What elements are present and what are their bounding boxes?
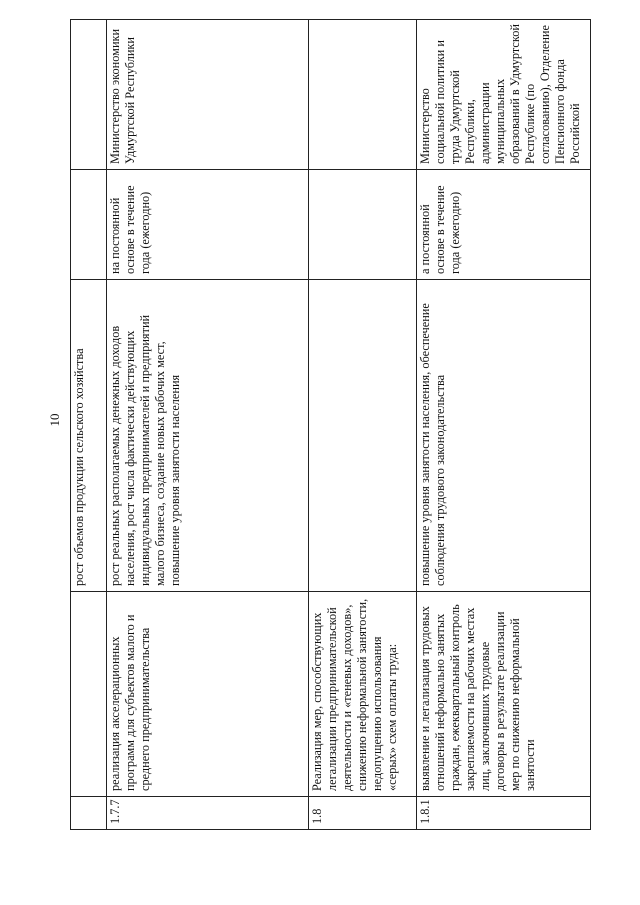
responsible	[309, 20, 417, 170]
expected-result: повышение уровня занятости населения, обеспечение соблюдения трудового законодательства	[417, 280, 591, 592]
measure-name: реализация акселерационных программ для субъектов малого и среднего предпринимательства	[107, 592, 309, 797]
expected-result	[309, 280, 417, 592]
responsible	[71, 20, 107, 170]
measure-name	[71, 592, 107, 797]
page-number: 10	[47, 413, 62, 427]
measure-name: Реализация мер, способствующих легализации предпринимательской деятельности и «теневых доходов», снижению неформальной занятости, недопущению использования «серых» схем оплаты труда:	[309, 592, 417, 797]
table-row	[417, 20, 591, 830]
row-number: 1.7.7	[107, 797, 309, 830]
term	[309, 170, 417, 280]
table-row	[309, 20, 417, 830]
term: а постоянной основе в течение года (ежегодно)	[417, 170, 591, 280]
expected-result: рост реальных располагаемых денежных доходов населения, рост числа фактически действующих индивидуальных предпринимателей и предприятий малого бизнеса, создание новых рабочих мест, повышение уровня занятости населения	[107, 280, 309, 592]
table-row	[107, 20, 309, 830]
measures-table	[70, 19, 591, 830]
term: на постоянной основе в течение года (ежегодно)	[107, 170, 309, 280]
measure-name: выявление и легализация трудовых отношений неформально занятых граждан, ежеквартальный контроль закрепляемости на рабочих местах лиц, заключивших трудовые договоры в результате реализации мер по снижению неформальной занятости	[417, 592, 591, 797]
expected-result: рост объемов продукции сельского хозяйства	[71, 280, 107, 592]
row-number	[71, 797, 107, 830]
rotated-page	[70, 20, 592, 830]
row-number: 1.8.1	[417, 797, 591, 830]
responsible: Министерство экономики Удмуртской Республики	[107, 20, 309, 170]
row-number: 1.8	[309, 797, 417, 830]
responsible: Министерство социальной политики и труда Удмуртской Республики, администрации муниципальных образований в Удмуртской Республике (по согласованию), Отделение Пенсионного фонда Российской	[417, 20, 591, 170]
table-row-top	[71, 20, 107, 830]
term	[71, 170, 107, 280]
